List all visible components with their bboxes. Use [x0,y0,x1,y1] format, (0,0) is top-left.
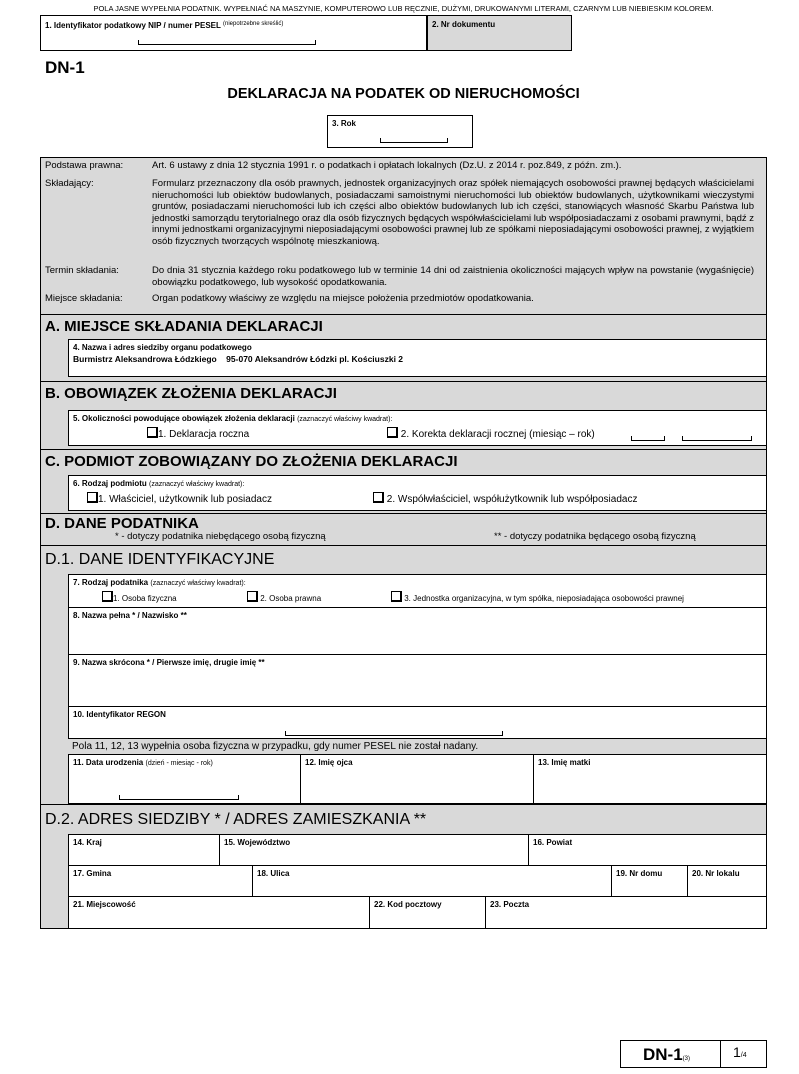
field-locality[interactable] [68,896,370,929]
field6-label: 6. Rodzaj podmiotu [73,479,147,488]
field-apartment-number[interactable] [687,865,767,897]
option-correction-label: 2. Korekta deklaracji rocznej (miesiąc – rok) [400,429,595,440]
option-organization-label: 3. Jednostka organizacyjna, w tym spółka, nieposiadająca osobowości prawnej [404,594,684,603]
field11-note: (dzień - miesiąc - rok) [145,760,213,767]
year-ticks [380,138,448,143]
field-house-number[interactable] [611,865,688,897]
field-circumstances [68,410,767,446]
field-post-office[interactable] [485,896,767,929]
section-c-title: C. PODMIOT ZOBOWIĄZANY DO ZŁOŻENIA DEKLARACJI [45,453,458,470]
nip-ticks [138,40,316,45]
place-text: Organ podatkowy właściwy ze względu na miejsce położenia przedmiotów opodatkowania. [152,293,534,304]
field7-label: 7. Rodzaj podatnika [73,578,149,587]
checkbox-icon [87,492,98,503]
f22-label: 22. Kod pocztowy [374,900,442,909]
f18-label: 18. Ulica [257,869,290,878]
field9-label: 9. Nazwa skrócona * / Pierwsze imię, drugie imię ** [73,658,265,667]
field-nip-pesel[interactable] [40,15,427,51]
f14-label: 14. Kraj [73,838,102,847]
footer-total: /4 [740,1052,747,1059]
field-birth-date[interactable] [68,754,301,804]
field1-label: 1. Identyfikator podatkowy NIP / numer PESEL [45,21,221,30]
filer-label: Składający: [45,178,94,189]
note-legal-person: * - dotyczy podatnika niebędącego osobą fizyczną [115,531,326,542]
field-voivodeship[interactable] [219,834,529,866]
f21-label: 21. Miejscowość [73,900,136,909]
field-father-name[interactable] [300,754,534,804]
date-ticks [119,795,239,800]
pesel-note: Pola 11, 12, 13 wypełnia osoba fizyczna w przypadku, gdy numer PESEL nie został nadany. [72,741,479,752]
checkbox-icon [391,591,402,602]
option-coowner-label: 2. Współwłaściciel, współużytkownik lub współposiadacz [386,494,638,505]
checkbox-coowner[interactable] [373,492,637,505]
field13-label: 13. Imię matki [538,758,591,767]
field-county[interactable] [528,834,767,866]
field-street[interactable] [252,865,612,897]
footer-page: 1 [733,1044,741,1060]
checkbox-icon [147,427,158,438]
checkbox-icon [373,492,384,503]
field-commune[interactable] [68,865,253,897]
field-tax-office[interactable] [68,339,767,377]
field-postal-code[interactable] [369,896,486,929]
regon-ticks [285,731,503,736]
page-title: DEKLARACJA NA PODATEK OD NIERUCHOMOŚCI [227,86,580,102]
field1-note: (niepotrzebne skreślić) [222,21,284,27]
checkbox-icon [102,591,113,602]
section-d1-title: D.1. DANE IDENTYFIKACYJNE [45,551,275,568]
field7-note: (zaznaczyć właściwy kwadrat): [150,580,246,587]
month-ticks [631,436,665,441]
section-b-title: B. OBOWIĄZEK ZŁOŻENIA DEKLARACJI [45,385,337,402]
f17-label: 17. Gmina [73,869,112,878]
field5-note: (zaznaczyć właściwy kwadrat): [297,416,393,423]
field4-value: Burmistrz Aleksandrowa Łódzkiego 95-070 Aleksandrów Łódzki pl. Kościuszki 2 [73,354,404,364]
checkbox-natural-person[interactable] [102,591,177,603]
field12-label: 12. Imię ojca [305,758,353,767]
option-owner-label: 1. Właściciel, użytkownik lub posiadacz [98,494,272,505]
field-entity-type [68,475,767,511]
section-d-title: D. DANE PODATNIKA [45,515,199,532]
footer-version: (3) [682,1056,691,1062]
f15-label: 15. Województwo [224,838,291,847]
header-note: POLA JASNE WYPEŁNIA PODATNIK. WYPEŁNIAĆ NA MASZYNIE, KOMPUTEROWO LUB RĘCZNIE, DUŻYMI, DRUKOWANYMI LITERAMI, CZARNYM LUB NIEBIESKIM KOLOREM. [93,4,714,13]
form-code: DN-1 [45,58,85,77]
field-country[interactable] [68,834,220,866]
field-short-name[interactable] [68,654,767,707]
field-taxpayer-type [68,574,767,608]
f19-label: 19. Nr domu [616,869,663,878]
f20-label: 20. Nr lokalu [692,869,740,878]
field-document-number [427,15,572,51]
option-legal-label: 2. Osoba prawna [260,594,322,603]
field2-label: 2. Nr dokumentu [432,20,496,29]
field5-label: 5. Okoliczności powodujące obowiązek złożenia deklaracji [73,414,295,423]
filer-text: Formularz przeznaczony dla osób prawnych, jednostek organizacyjnych oraz spółek niemających osobowości prawnej będących właścicielami nieruchomości lub obiektów budowlanych, posiadaczami samoistnymi nieruchomości lub obiektów budowlanych, użytkownikami wieczystymi gruntów, posiadaczami nieruchomości lub ich części albo obiektów budowlanych lub ich części, stanowiących własność Skarbu Państwa lub jednostki samorządu terytorialnego oraz dla osób fizycznych będących współwłaścicielami lub współposiadaczami z osobami prawnymi, bądź z innymi jednostkami organizacyjnymi nieposiadającymi osobowości prawnej lub ze spółkami nieposiadającymi osobowości prawnej, z wyjątkiem osób fizycznych tworzących wspólnotę mieszkaniową. [152,178,754,247]
deadline-text: Do dnia 31 stycznia każdego roku podatkowego lub w terminie 14 dni od zaistnienia okoliczności mających wpływ na powstanie (wygaśnięcie) obowiązku podatkowego, lub wysokość opodatkowania. [152,265,754,288]
option-natural-label: 1. Osoba fizyczna [113,594,177,603]
f23-label: 23. Poczta [490,900,530,909]
checkbox-icon [247,591,258,602]
field3-label: 3. Rok [332,119,357,128]
basis-text: Art. 6 ustawy z dnia 12 stycznia 1991 r. o podatkach i opłatach lokalnych (Dz.U. z 2014 r. poz.849, z późn. zm.). [152,160,622,171]
f16-label: 16. Powiat [533,838,573,847]
footer-form-box [620,1040,767,1068]
field4-label: 4. Nazwa i adres siedziby organu podatkowego [73,343,252,352]
checkbox-icon [387,427,398,438]
field11-label: 11. Data urodzenia [73,758,144,767]
checkbox-annual[interactable] [147,427,249,440]
section-d2-title: D.2. ADRES SIEDZIBY * / ADRES ZAMIESZKANIA ** [45,811,427,828]
checkbox-correction[interactable] [387,427,595,440]
footer-code: DN-1 [643,1045,683,1064]
deadline-label: Termin składania: [45,265,119,276]
checkbox-legal-person[interactable] [247,591,321,603]
checkbox-owner[interactable] [87,492,272,505]
section-a-title: A. MIEJSCE SKŁADANIA DEKLARACJI [45,318,323,335]
place-label: Miejsce składania: [45,293,123,304]
year-ticks [682,436,752,441]
field6-note: (zaznaczyć właściwy kwadrat): [149,481,245,488]
field-mother-name[interactable] [533,754,767,804]
field8-label: 8. Nazwa pełna * / Nazwisko ** [73,611,187,620]
checkbox-organization[interactable] [391,591,684,603]
note-natural-person: ** - dotyczy podatnika będącego osobą fizyczną [494,531,696,542]
field10-label: 10. Identyfikator REGON [73,710,166,719]
option-annual-label: 1. Deklaracja roczna [158,429,250,440]
field-regon[interactable] [68,706,767,739]
field-year[interactable] [327,115,473,148]
field-full-name[interactable] [68,607,767,655]
basis-label: Podstawa prawna: [45,160,124,171]
